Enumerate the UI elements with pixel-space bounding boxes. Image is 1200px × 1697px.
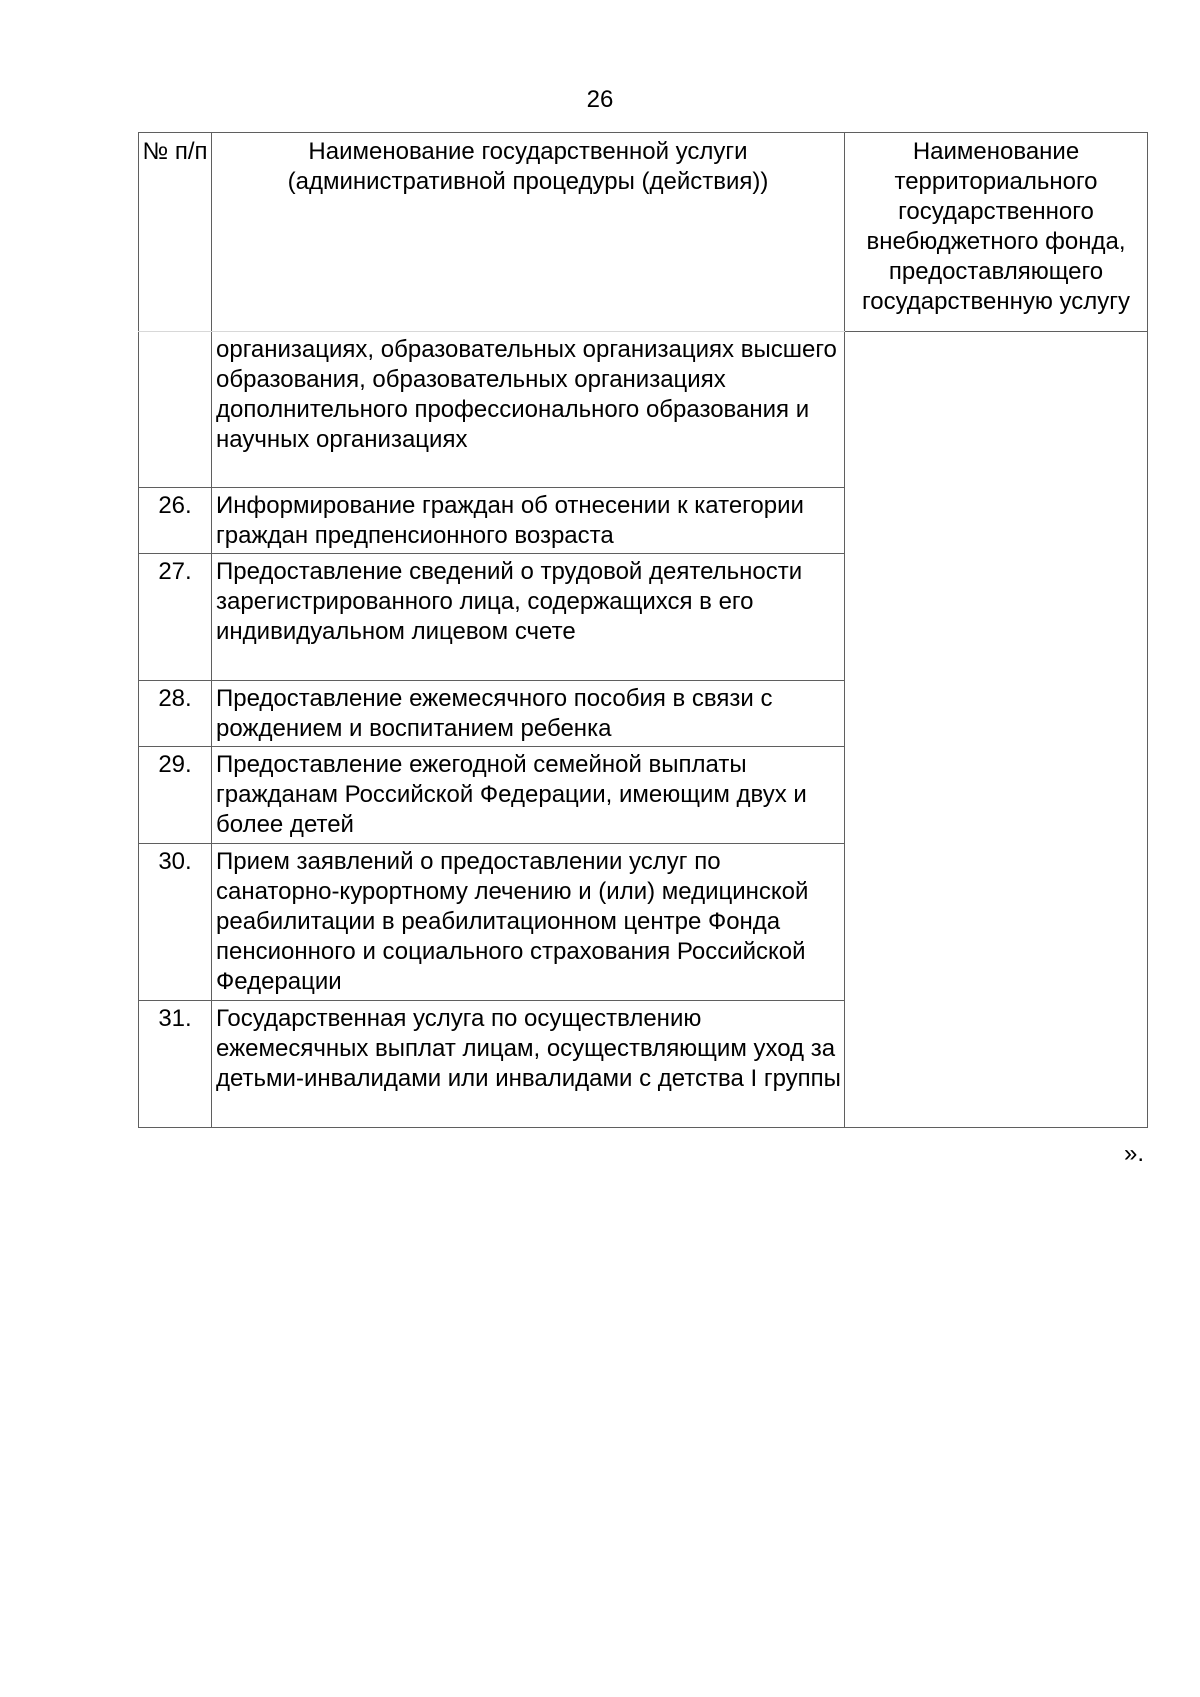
closing-quote-mark: ». — [1124, 1140, 1145, 1167]
row-service-name: Прием заявлений о предоставлении услуг по санаторно-курортному лечению и (или) медицинской реабилитации в реабилитационном центре Фонда пенсионного и социального страхования Российской Федерации — [212, 844, 845, 1001]
header-row — [139, 133, 1148, 332]
table-body — [139, 332, 1148, 1128]
row-service-name: организациях, образовательных организациях высшего образования, образовательных организациях дополнительного профессионального образования и научных организациях — [212, 332, 845, 488]
header-number: № п/п — [139, 133, 212, 332]
row-number: 28. — [139, 681, 212, 747]
fund-name-cell — [845, 332, 1148, 1128]
page-number: 26 — [586, 86, 614, 113]
row-number: 31. — [139, 1001, 212, 1128]
row-number — [139, 332, 212, 488]
table-header — [139, 133, 1148, 332]
row-number: 27. — [139, 554, 212, 681]
services-table — [138, 132, 1148, 1128]
row-service-name: Предоставление сведений о трудовой деятельности зарегистрированного лица, содержащихся в его индивидуальном лицевом счете — [212, 554, 845, 681]
row-number: 30. — [139, 844, 212, 1001]
row-number: 26. — [139, 488, 212, 554]
table-row — [139, 332, 1148, 488]
row-service-name: Предоставление ежемесячного пособия в связи с рождением и воспитанием ребенка — [212, 681, 845, 747]
row-service-name: Информирование граждан об отнесении к категории граждан предпенсионного возраста — [212, 488, 845, 554]
header-service-name: Наименование государственной услуги (административной процедуры (действия)) — [212, 133, 845, 332]
row-service-name: Предоставление ежегодной семейной выплаты гражданам Российской Федерации, имеющим двух и более детей — [212, 747, 845, 844]
row-number: 29. — [139, 747, 212, 844]
row-service-name: Государственная услуга по осуществлению ежемесячных выплат лицам, осуществляющим уход за детьми-инвалидами или инвалидами с детства I группы — [212, 1001, 845, 1128]
header-fund-name: Наименование территориального государственного внебюджетного фонда, предоставляющего государственную услугу — [845, 133, 1148, 332]
